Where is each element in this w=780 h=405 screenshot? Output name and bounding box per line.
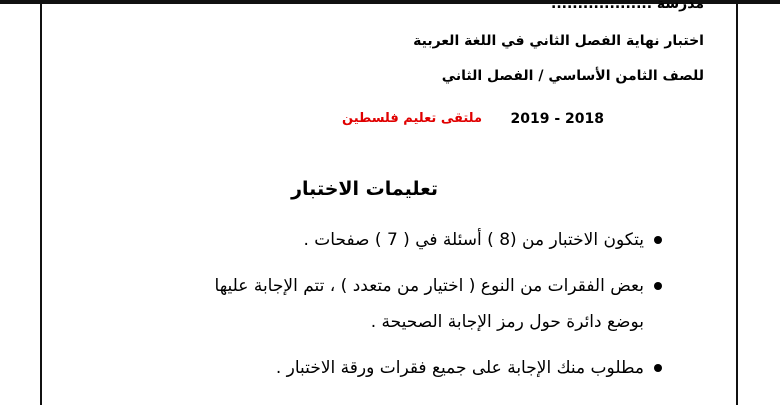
instruction-text: مطلوب منك الإجابة على جميع فقرات ورقة الاختبار . [275,358,644,378]
academic-year: 2019 - 2018 [510,111,604,127]
instruction-text: يتكون الاختبار من (8 ) أسئلة في ( 7 ) صفحات . [303,230,644,250]
bullet-icon [654,364,662,372]
instructions-title: تعليمات الاختبار [291,178,438,200]
page-border-left [40,0,42,405]
instruction-item [215,350,662,386]
instructions-list [215,222,662,386]
instruction-item [215,222,662,258]
instruction-text: بوضع دائرة حول رمز الإجابة الصحيحة . [370,312,644,332]
forum-name: ملتقى تعليم فلسطين [342,111,482,126]
instruction-item-continuation [215,304,662,340]
exam-title: اختبار نهاية الفصل الثاني في اللغة العربية [413,33,704,49]
page-border-right [736,0,738,405]
school-line: مدرسة ................... [551,0,704,12]
instruction-item [215,268,662,304]
bullet-icon [654,282,662,290]
instruction-text: بعض الفقرات من النوع ( اختيار من متعدد ) ، تتم الإجابة عليها [214,276,644,296]
bullet-icon [654,236,662,244]
grade-line: للصف الثامن الأساسي / الفصل الثاني [441,68,704,84]
